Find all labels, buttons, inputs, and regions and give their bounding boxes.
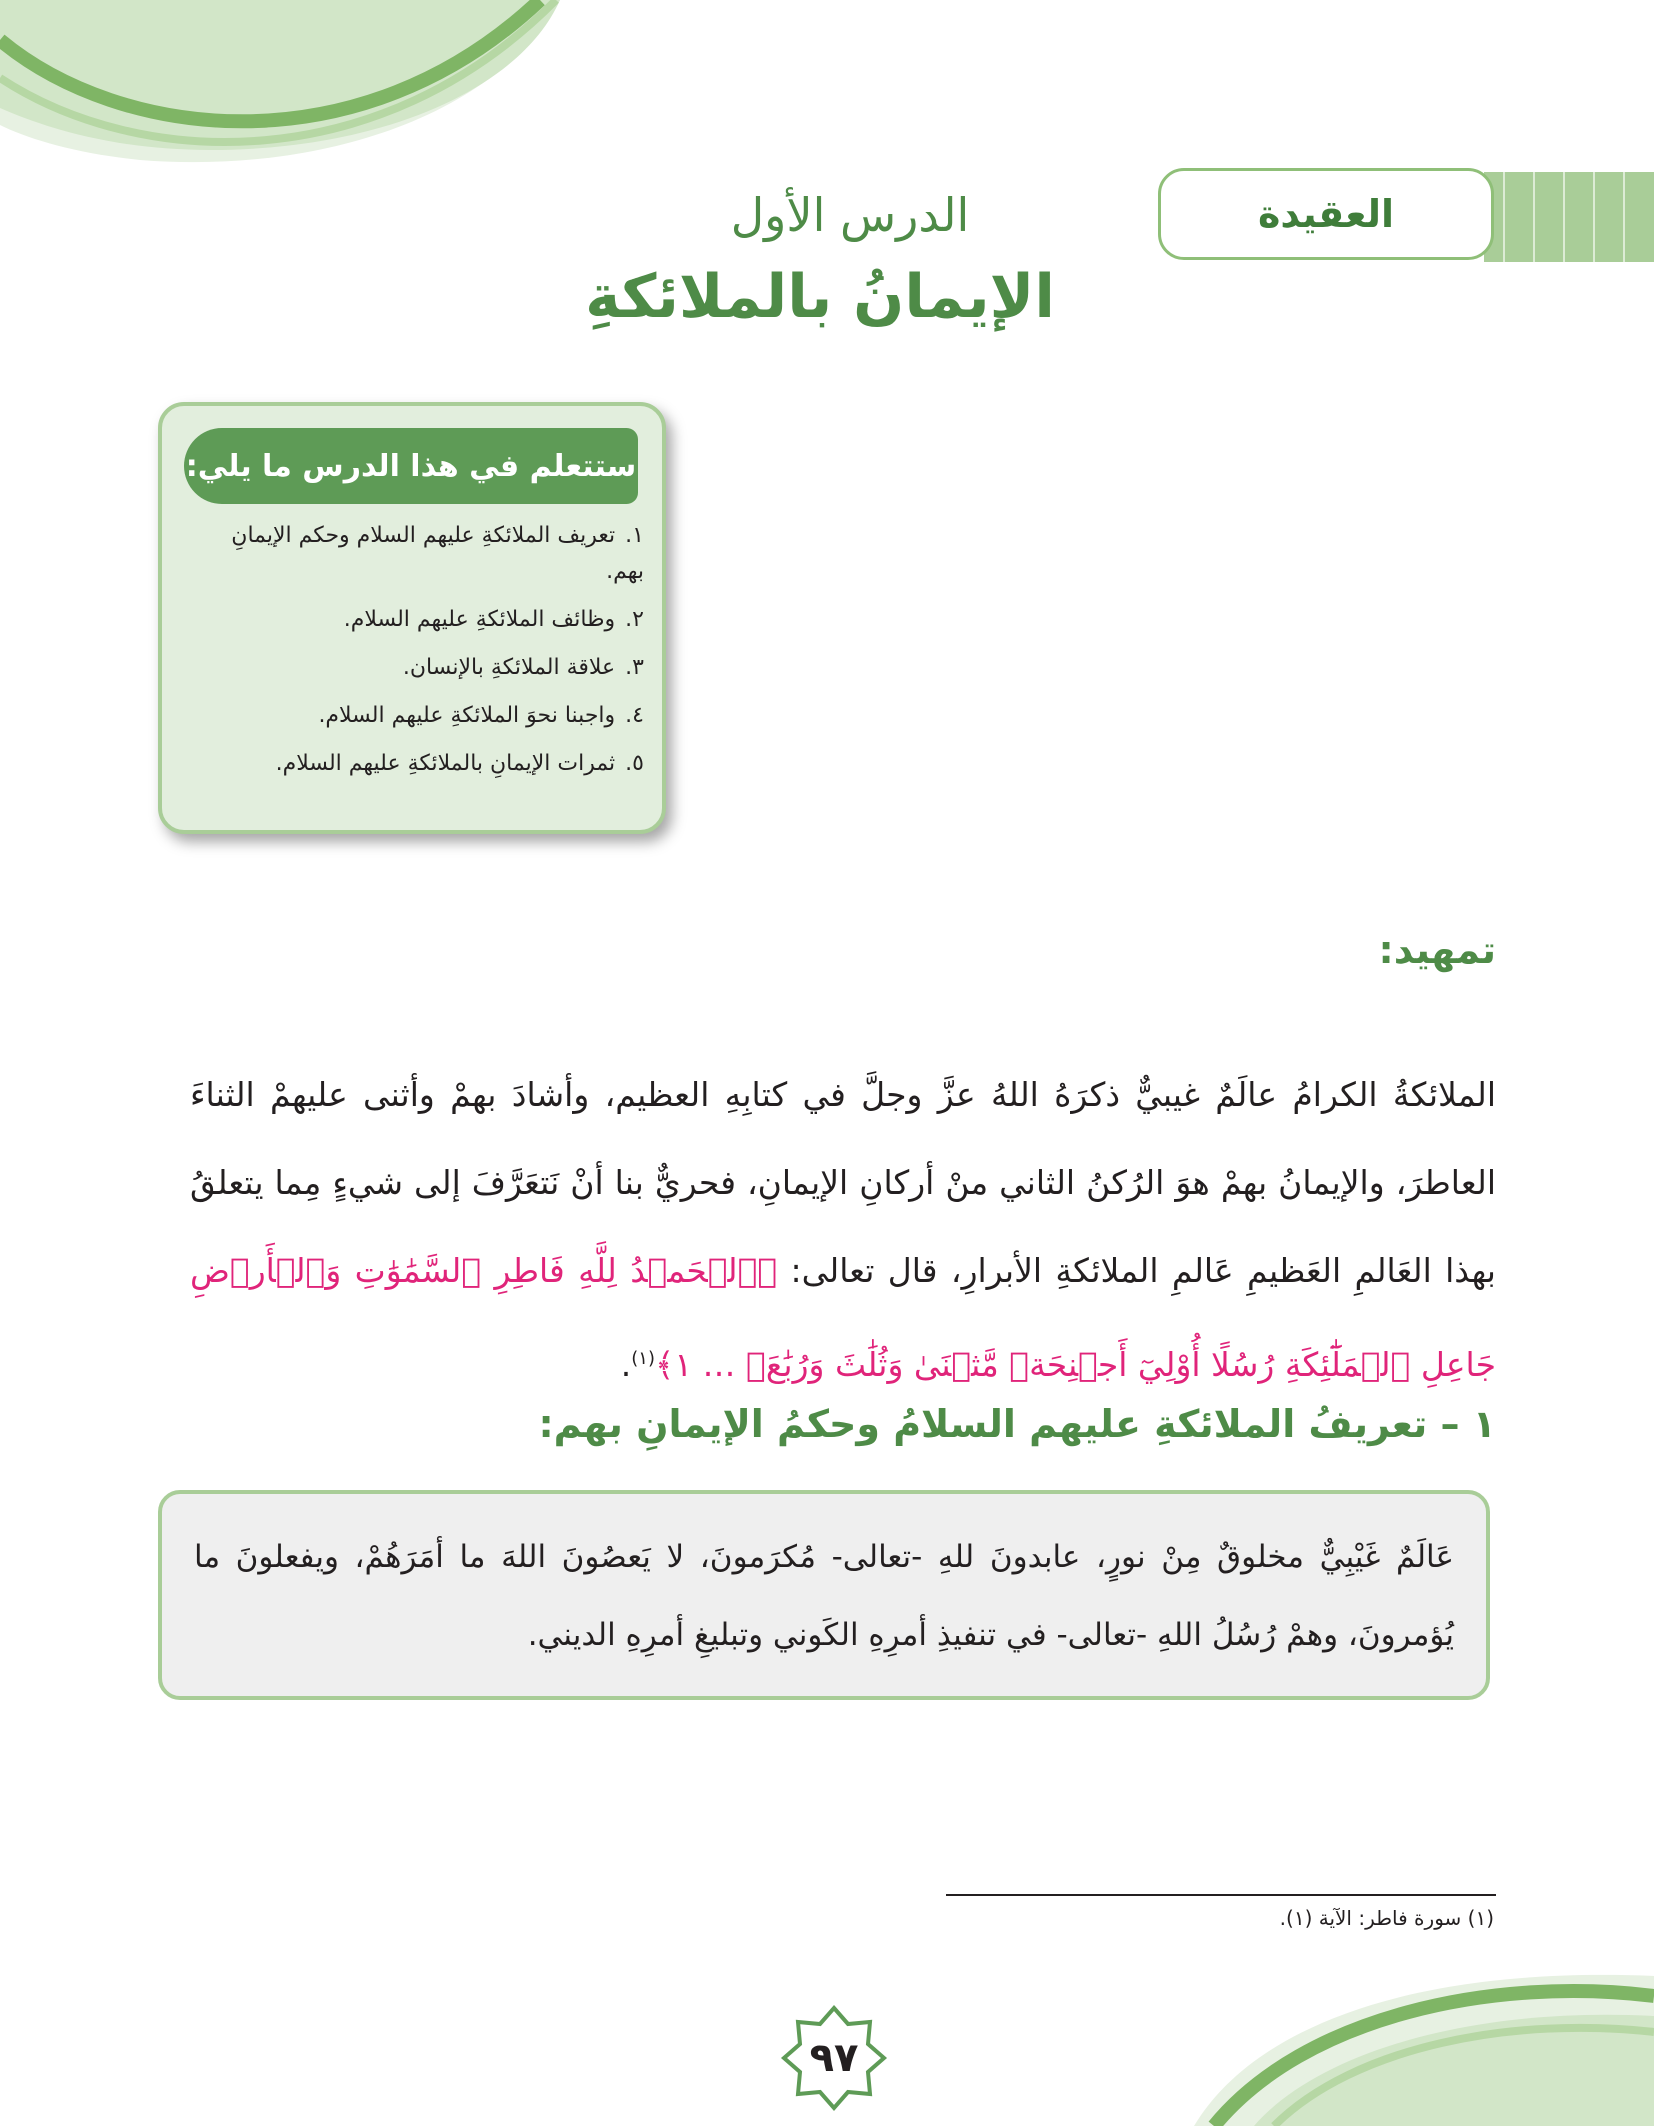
bottom-right-ornament	[1194, 1936, 1654, 2126]
objective-item	[188, 650, 644, 686]
objective-number: ٤.	[625, 703, 644, 728]
section-label: العقيدة	[1158, 168, 1494, 260]
definition-heading: ١ – تعريفُ الملائكةِ عليهم السلامُ وحكمُ الإيمانِ بهم:	[538, 1402, 1496, 1446]
objective-item	[188, 602, 644, 638]
objective-number: ٢.	[625, 607, 644, 632]
intro-paragraph: الملائكةُ الكرامُ عالَمٌ غيبيٌّ ذكرَهُ اللهُ عزَّ وجلَّ في كتابِهِ العظيم، وأشادَ بهمْ وأثنى عليهمْ الثناءَ العاطرَ، والإيمانُ بهمْ هوَ الرُكنُ الثاني منْ أركانِ الإيمانِ، فحريٌّ بنا أنْ نَتعَرَّفَ إلى شيءٍ مِما يتعلقُ بهذا العَالمِ العَظيمِ عَالمِ الملائكةِ الأبرارِ، قال تعالى: ﴿ٱلۡحَمۡدُ لِلَّهِ فَاطِرِ ٱلسَّمَٰوَٰتِ وَٱلۡأَرۡضِ جَاعِلِ ٱلۡمَلَٰٓئِكَةِ رُسُلًا أُوْلِيٓ أَجۡنِحَةٖ مَّثۡنَىٰ وَثُلَٰثَ وَرُبَٰعَۚ … ١﴾$^{(١)}$.	[190, 1075, 1496, 1384]
page-number: ٩٧	[809, 2035, 859, 2081]
objective-text: علاقة الملائكةِ بالإنسان.	[402, 655, 616, 680]
objective-text: وظائف الملائكةِ عليهم السلام.	[343, 607, 616, 632]
objective-number: ٥.	[625, 751, 644, 776]
objective-number: ١.	[625, 523, 644, 548]
top-left-ornament	[0, 0, 560, 180]
lesson-number: الدرس الأول	[730, 188, 970, 242]
objective-text: ثمرات الإيمانِ بالملائكةِ عليهم السلام.	[275, 751, 616, 776]
definition-text: عَالَمٌ غَيْبِيٌّ مخلوقٌ مِنْ نورٍ، عابدونَ للهِ -تعالى- مُكرَمونَ، لا يَعصُونَ اللهَ ما أمَرَهُمْ، ويفعلونَ ما يُؤمرونَ، وهمْ رُسُلُ اللهِ -تعالى- في تنفيذِ أمرِهِ الكَوني وتبليغِ أمرِهِ الديني.	[194, 1539, 1454, 1653]
objective-item	[188, 746, 644, 782]
objective-number: ٣.	[625, 655, 644, 680]
intro-heading: تمهيد:	[1378, 928, 1496, 972]
footnote-divider	[946, 1894, 1496, 1896]
objective-item	[188, 518, 644, 590]
quran-verse: ﴿ٱلۡحَمۡدُ لِلَّهِ فَاطِرِ ٱلسَّمَٰوَٰتِ وَٱلۡأَرۡضِ جَاعِلِ ٱلۡمَلَٰٓئِكَةِ رُسُلًا أُوْلِيٓ أَجۡنِحَةٖ مَّثۡنَىٰ وَثُلَٰثَ وَرُبَٰعَۚ … ١﴾	[190, 1251, 1496, 1384]
definition-box	[158, 1490, 1490, 1700]
section-ribbon	[1484, 172, 1654, 262]
objectives-box	[158, 402, 666, 834]
objectives-list	[188, 518, 644, 794]
objective-item	[188, 698, 644, 734]
footnote-reference[interactable]: (١)	[631, 1348, 655, 1369]
objective-text: واجبنا نحوَ الملائكةِ عليهم السلام.	[318, 703, 616, 728]
objectives-heading: ستتعلم في هذا الدرس ما يلي:	[184, 428, 638, 504]
footnote: (١) سورة فاطر: الآية (١).	[1279, 1906, 1494, 1930]
lesson-title: الإيمانُ بالملائكةِ	[585, 262, 1055, 332]
intro-text: الملائكةُ الكرامُ عالَمٌ غيبيٌّ ذكرَهُ اللهُ عزَّ وجلَّ في كتابِهِ العظيم، وأشادَ بهمْ وأثنى عليهمْ الثناءَ العاطرَ، والإيمانُ بهمْ هوَ الرُكنُ الثاني منْ أركانِ الإيمانِ، فحريٌّ بنا أنْ نَتعَرَّفَ إلى شيءٍ مِما يتعلقُ بهذا العَالمِ العَظيمِ عَالمِ الملائكةِ الأبرارِ، قال تعالى:	[190, 1075, 1496, 1290]
objective-text: تعريف الملائكةِ عليهم السلام وحكم الإيمانِ بهم.	[231, 523, 644, 584]
